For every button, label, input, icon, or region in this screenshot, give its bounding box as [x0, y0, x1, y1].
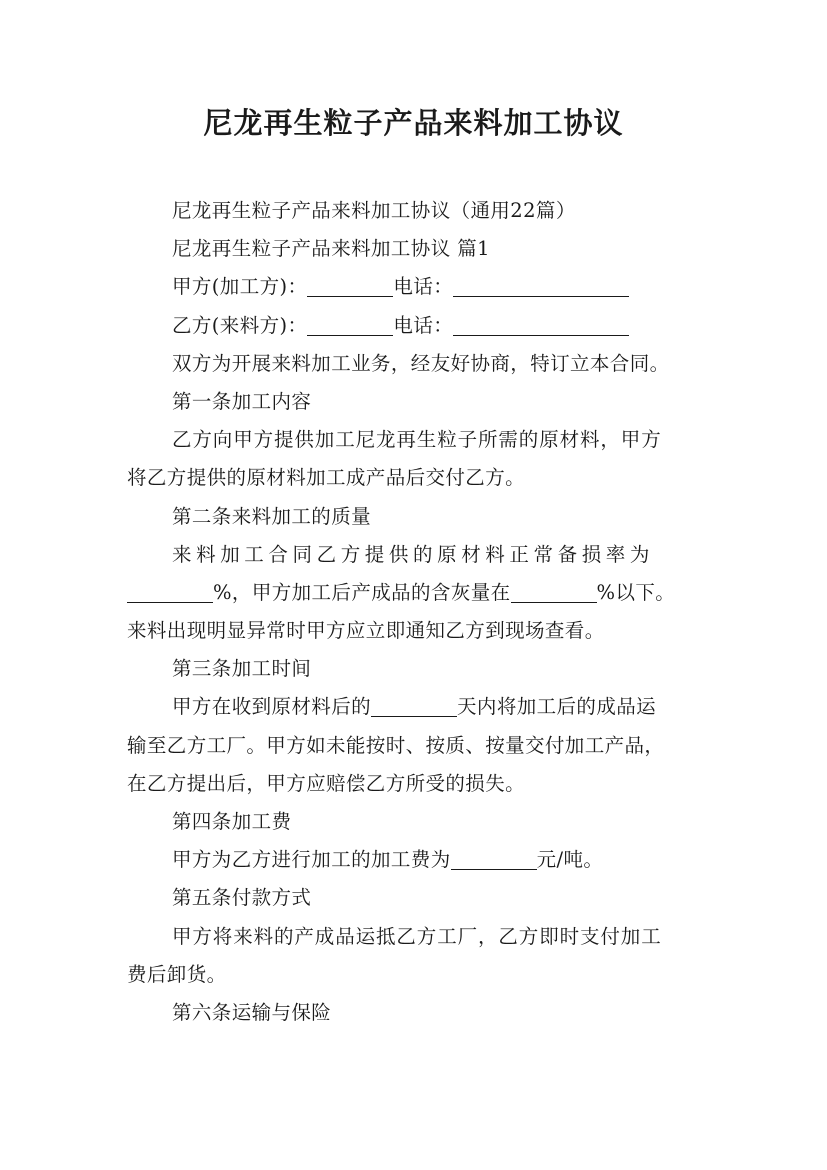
- document-title: 尼龙再生粒子产品来料加工协议: [203, 106, 624, 140]
- article-1-heading: 第一条加工内容: [172, 389, 312, 413]
- loss-rate-blank: [127, 581, 213, 603]
- processing-fee-blank: [451, 848, 537, 870]
- article-2-text: 来料加工合同乙方提供的原材料正常备损率为: [172, 542, 655, 566]
- doc-subtitle: 尼龙再生粒子产品来料加工协议（通用22篇）: [172, 199, 576, 222]
- party-a-label: 甲方(加工方)：: [172, 275, 308, 299]
- article-3-heading: 第三条加工时间: [172, 657, 312, 681]
- article-3-text: 甲方在收到原材料后的 天内将加工后的成品运: [172, 695, 657, 719]
- article-2-text-cont: %，甲方加工后产成品的含灰量在 %以下。: [127, 574, 719, 612]
- party-b-line: [127, 307, 719, 345]
- party-a-name-blank: [307, 275, 393, 297]
- article-4-heading: 第四条加工费: [172, 810, 292, 833]
- party-a-phone-blank: [453, 275, 629, 297]
- section-heading-part-1: 尼龙再生粒子产品来料加工协议 篇1: [172, 237, 490, 261]
- article-3-text-cont-2: 在乙方提出后，甲方应赔偿乙方所受的损失。: [127, 771, 526, 795]
- article-4-text: 甲方为乙方进行加工的加工费为 元/吨。: [172, 848, 604, 872]
- party-a-phone-label: 电话：: [393, 275, 454, 299]
- article-5-heading: 第五条付款方式: [172, 886, 312, 910]
- ash-content-blank: [511, 581, 597, 603]
- party-b-phone-label: 电话：: [393, 313, 454, 337]
- article-1-text-cont: 将乙方提供的原材料加工成产品后交付乙方。: [127, 466, 526, 490]
- article-5-text-cont: 费后卸货。: [127, 962, 227, 986]
- party-b-name-blank: [307, 314, 393, 336]
- party-b-label: 乙方(来料方)：: [172, 313, 308, 337]
- article-2-heading: 第二条来料加工的质量: [172, 504, 372, 528]
- article-5-text: 甲方将来料的产成品运抵乙方工厂，乙方即时支付加工: [172, 924, 662, 948]
- article-1-text: 乙方向甲方提供加工尼龙再生粒子所需的原材料，甲方: [172, 428, 662, 452]
- intro-paragraph: 双方为开展来料加工业务，经友好协商，特订立本合同。: [172, 351, 670, 375]
- document-body: [127, 192, 719, 1032]
- article-3-text-cont: 输至乙方工厂。甲方如未能按时、按质、按量交付加工产品，: [127, 733, 665, 757]
- party-b-phone-blank: [453, 314, 629, 336]
- article-2-text-cont-2: 来料出现明显异常时甲方应立即通知乙方到现场查看。: [127, 619, 605, 643]
- party-a-line: [127, 268, 719, 306]
- article-6-heading: 第六条运输与保险: [172, 1000, 332, 1024]
- delivery-days-blank: [371, 695, 457, 717]
